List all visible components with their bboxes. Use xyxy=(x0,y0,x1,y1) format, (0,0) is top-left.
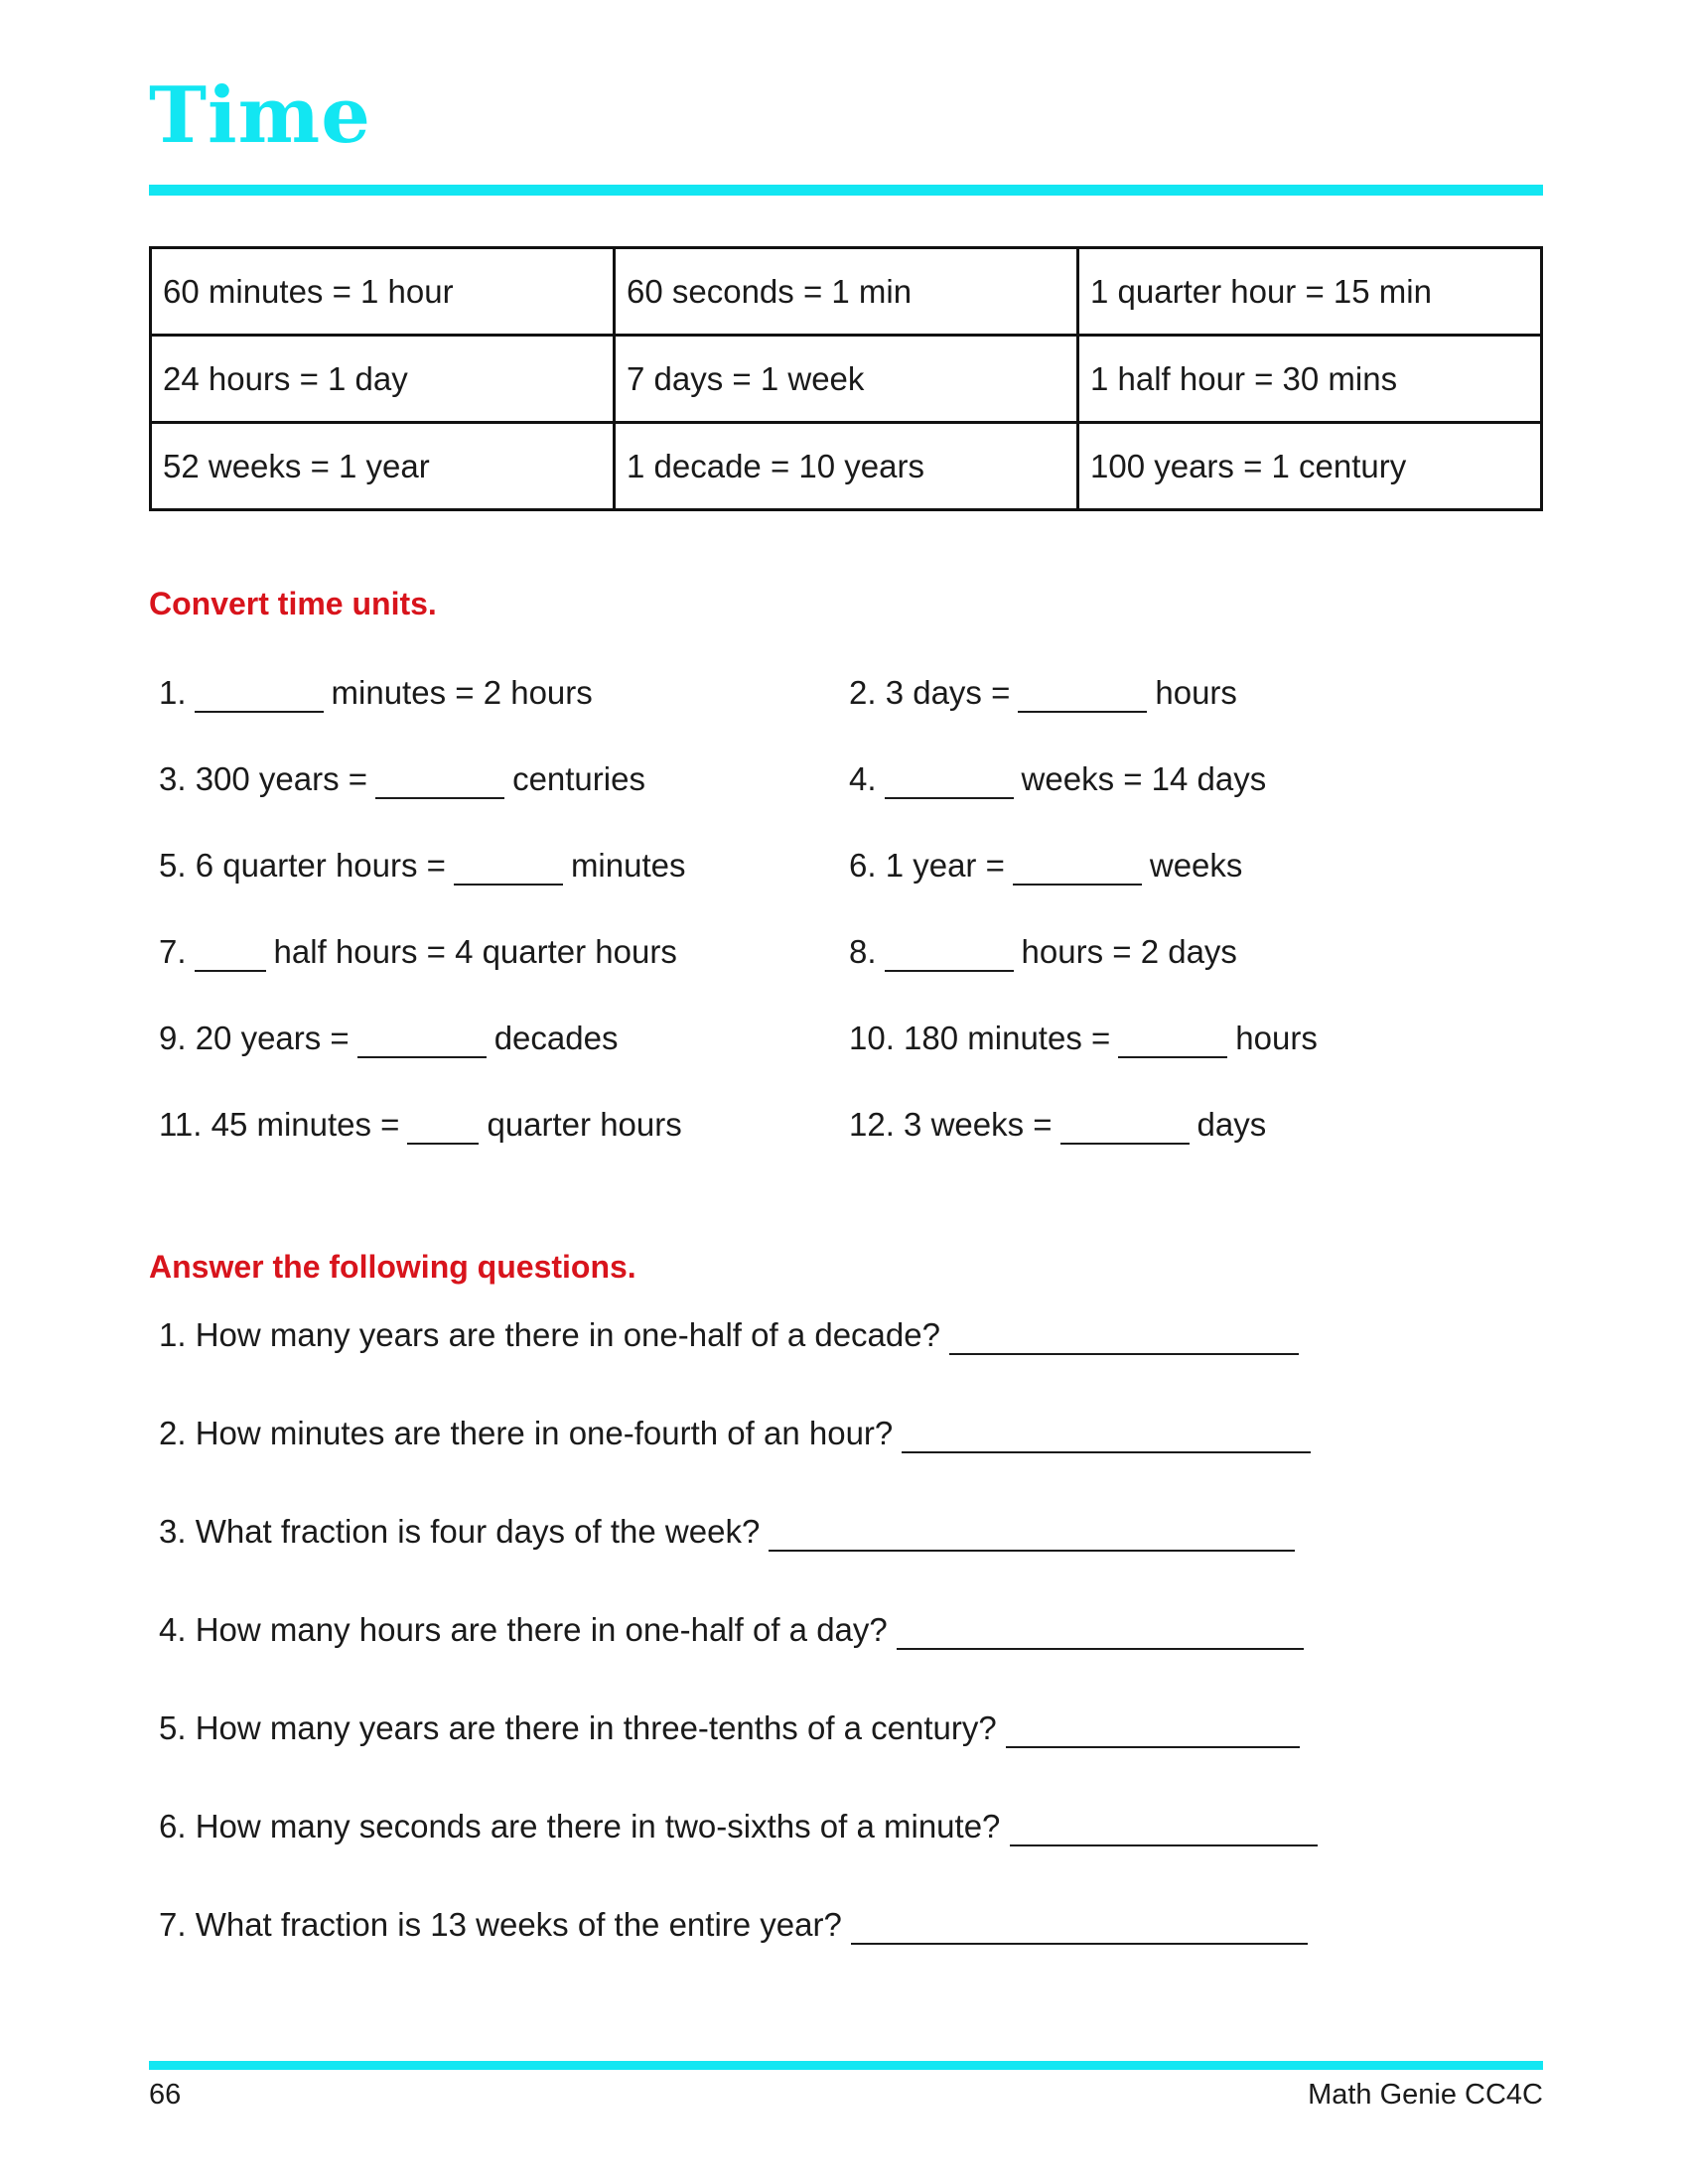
convert-item-suffix: centuries xyxy=(512,760,645,797)
questions-heading: Answer the following questions. xyxy=(149,1249,636,1285)
convert-heading: Convert time units. xyxy=(149,586,437,621)
time-facts-table xyxy=(149,246,1543,511)
footer-divider xyxy=(149,2061,1543,2070)
convert-item xyxy=(849,1105,1266,1145)
convert-item-prefix: 10. 180 minutes = xyxy=(849,1020,1111,1056)
answer-blank[interactable] xyxy=(885,765,1014,799)
convert-item-suffix: hours xyxy=(1155,674,1237,711)
convert-item-prefix: 5. 6 quarter hours = xyxy=(159,847,446,884)
question-item xyxy=(159,1414,1311,1453)
convert-item-suffix: weeks xyxy=(1149,847,1243,884)
question-item xyxy=(159,1610,1304,1650)
question-text: 6. How many seconds are there in two-sixths of a minute? xyxy=(159,1808,1001,1844)
table-cell: 1 half hour = 30 mins xyxy=(1078,336,1542,423)
answer-blank[interactable] xyxy=(375,765,504,799)
convert-item-prefix: 1. xyxy=(159,674,187,711)
answer-blank[interactable] xyxy=(1118,1024,1227,1058)
title-divider xyxy=(149,185,1543,196)
convert-item-suffix: weeks = 14 days xyxy=(1021,760,1267,797)
convert-item-suffix: half hours = 4 quarter hours xyxy=(273,933,677,970)
question-text: 3. What fraction is four days of the week? xyxy=(159,1513,761,1550)
table-row xyxy=(151,336,1542,423)
answer-blank[interactable] xyxy=(1013,852,1142,886)
convert-item xyxy=(849,846,1242,886)
answer-blank[interactable] xyxy=(407,1111,479,1145)
answer-line[interactable] xyxy=(851,1911,1308,1945)
convert-item-prefix: 11. 45 minutes = xyxy=(159,1106,400,1143)
table-cell: 60 seconds = 1 min xyxy=(615,248,1078,336)
convert-item xyxy=(159,932,677,972)
answer-blank[interactable] xyxy=(195,679,324,713)
convert-item-prefix: 3. 300 years = xyxy=(159,760,368,797)
table-cell: 7 days = 1 week xyxy=(615,336,1078,423)
convert-item-prefix: 9. 20 years = xyxy=(159,1020,350,1056)
question-item xyxy=(159,1708,1300,1748)
answer-blank[interactable] xyxy=(1018,679,1147,713)
table-cell: 60 minutes = 1 hour xyxy=(151,248,615,336)
convert-item-prefix: 7. xyxy=(159,933,187,970)
convert-item xyxy=(159,846,686,886)
page-number: 66 xyxy=(149,2079,182,2111)
convert-item-prefix: 12. 3 weeks = xyxy=(849,1106,1053,1143)
question-item xyxy=(159,1807,1318,1846)
convert-item xyxy=(159,759,645,799)
table-row xyxy=(151,423,1542,510)
answer-line[interactable] xyxy=(1010,1813,1318,1846)
question-text: 4. How many hours are there in one-half of a day? xyxy=(159,1611,888,1648)
answer-blank[interactable] xyxy=(195,938,266,972)
question-item xyxy=(159,1512,1295,1552)
table-cell: 52 weeks = 1 year xyxy=(151,423,615,510)
convert-item xyxy=(159,1105,682,1145)
answer-line[interactable] xyxy=(1006,1714,1300,1748)
question-text: 5. How many years are there in three-tenths of a century? xyxy=(159,1709,997,1746)
answer-line[interactable] xyxy=(769,1518,1295,1552)
question-text: 7. What fraction is 13 weeks of the entire year? xyxy=(159,1906,842,1943)
convert-item xyxy=(849,932,1237,972)
convert-item-suffix: quarter hours xyxy=(487,1106,682,1143)
question-item xyxy=(159,1905,1308,1945)
convert-item-prefix: 8. xyxy=(849,933,877,970)
convert-item xyxy=(159,673,593,713)
table-cell: 1 quarter hour = 15 min xyxy=(1078,248,1542,336)
convert-item-suffix: minutes xyxy=(570,847,686,884)
table-row xyxy=(151,248,1542,336)
convert-item-suffix: hours = 2 days xyxy=(1021,933,1237,970)
answer-blank[interactable] xyxy=(357,1024,487,1058)
answer-blank[interactable] xyxy=(1060,1111,1190,1145)
convert-item xyxy=(849,673,1237,713)
convert-item xyxy=(849,759,1266,799)
answer-line[interactable] xyxy=(949,1321,1299,1355)
convert-item-suffix: days xyxy=(1196,1106,1267,1143)
footer-brand: Math Genie CC4C xyxy=(1308,2079,1543,2111)
answer-line[interactable] xyxy=(902,1420,1311,1453)
convert-item-prefix: 2. 3 days = xyxy=(849,674,1011,711)
answer-blank[interactable] xyxy=(454,852,563,886)
question-text: 1. How many years are there in one-half of a decade? xyxy=(159,1316,940,1353)
convert-item-suffix: minutes = 2 hours xyxy=(331,674,593,711)
convert-item-prefix: 4. xyxy=(849,760,877,797)
question-text: 2. How minutes are there in one-fourth of an hour? xyxy=(159,1415,894,1451)
answer-line[interactable] xyxy=(897,1616,1304,1650)
convert-item xyxy=(849,1019,1318,1058)
convert-item-prefix: 6. 1 year = xyxy=(849,847,1005,884)
table-cell: 24 hours = 1 day xyxy=(151,336,615,423)
page-title: Time xyxy=(149,70,371,161)
table-cell: 100 years = 1 century xyxy=(1078,423,1542,510)
convert-item-suffix: decades xyxy=(493,1020,619,1056)
table-cell: 1 decade = 10 years xyxy=(615,423,1078,510)
convert-item-suffix: hours xyxy=(1235,1020,1318,1056)
convert-item xyxy=(159,1019,618,1058)
answer-blank[interactable] xyxy=(885,938,1014,972)
question-item xyxy=(159,1315,1299,1355)
